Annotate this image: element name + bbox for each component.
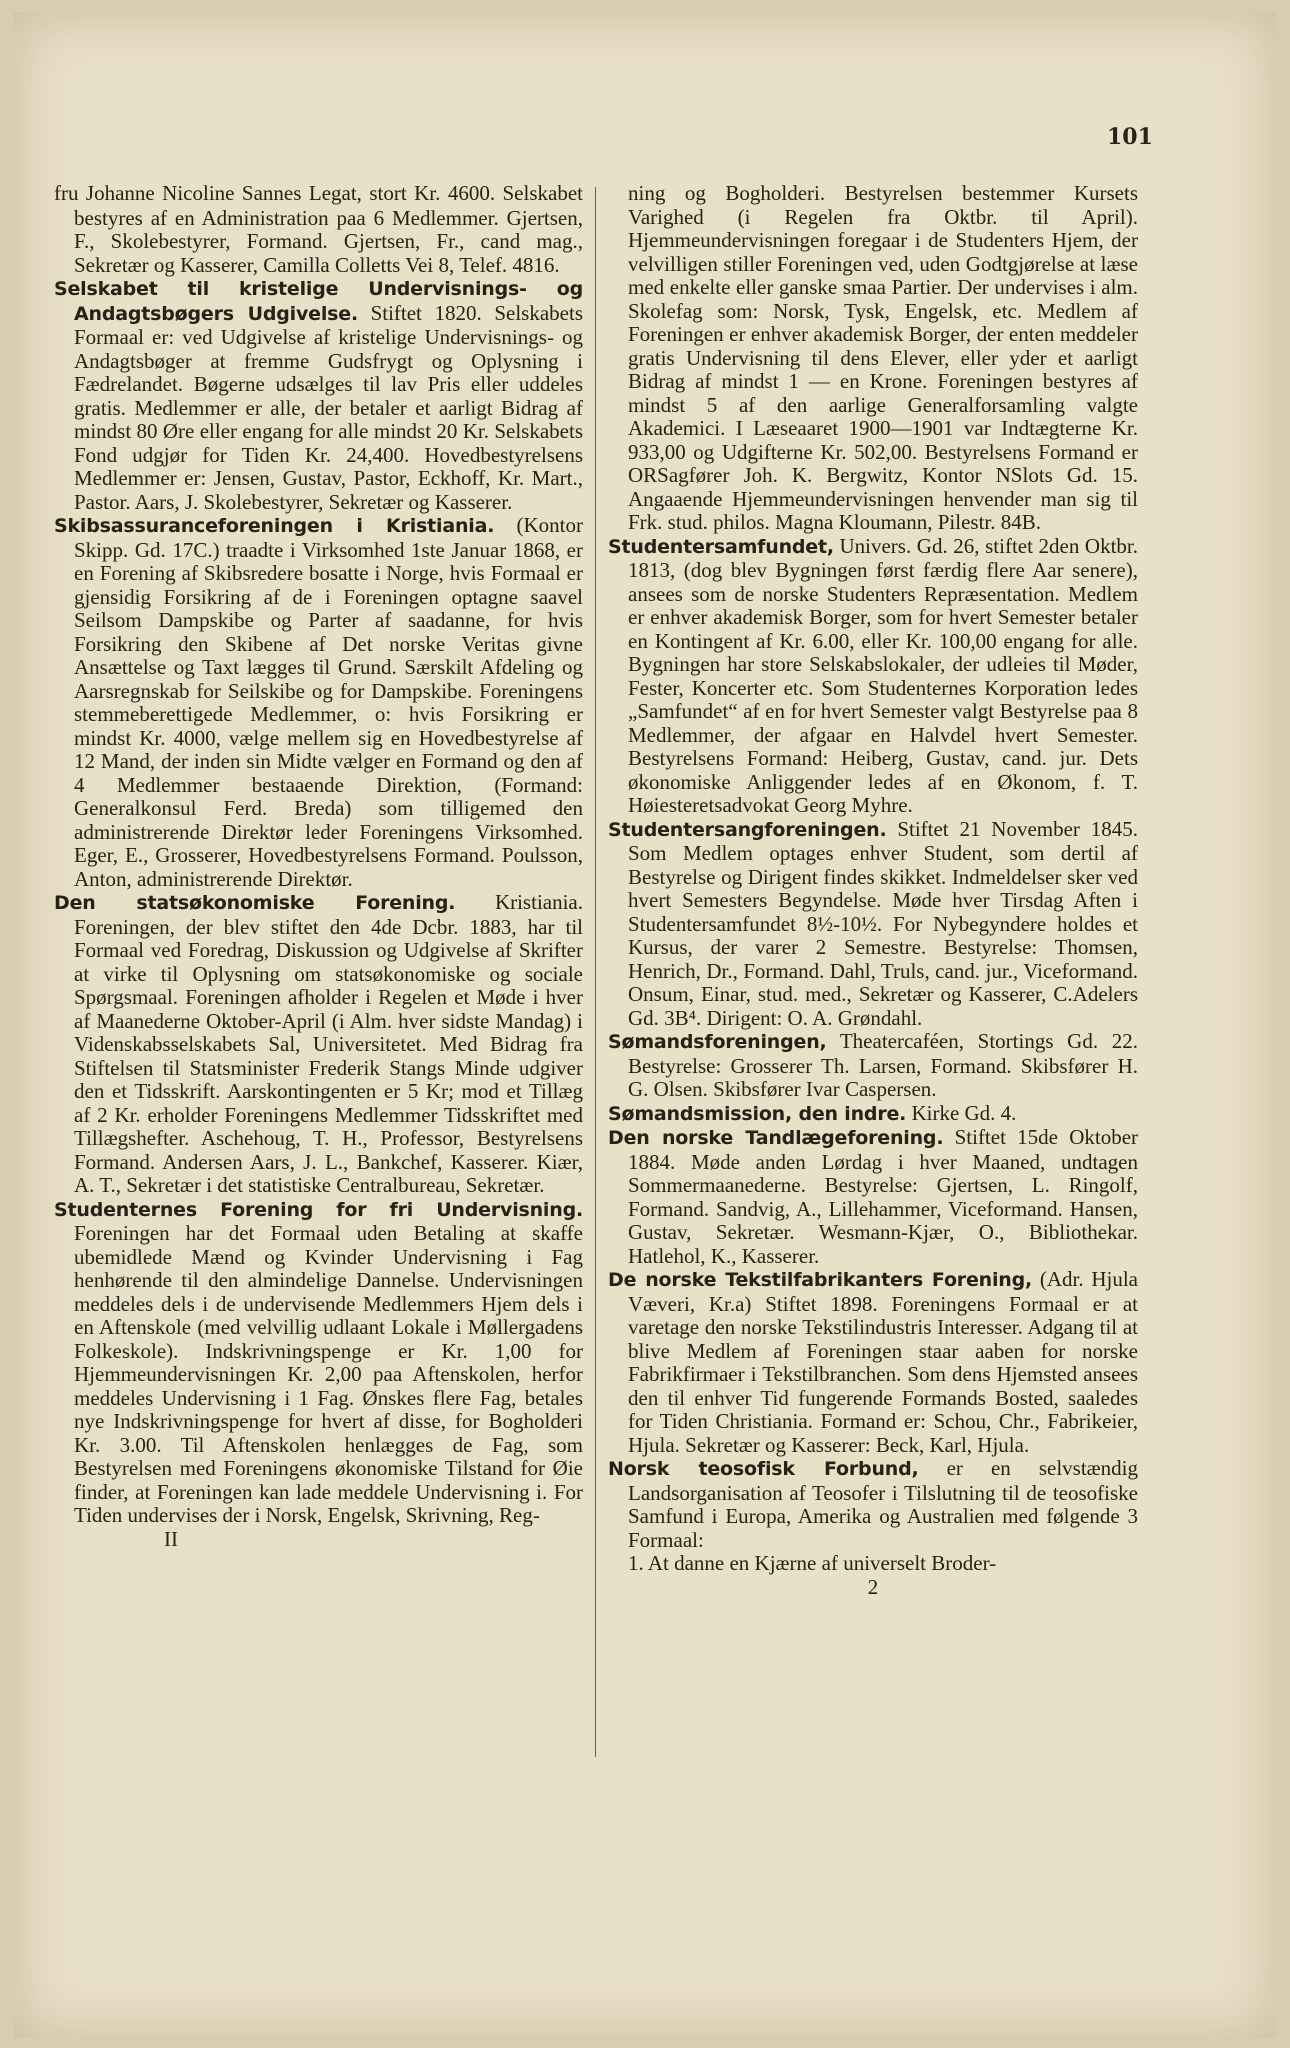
entry-continuation xyxy=(608,1552,1138,1576)
entry xyxy=(608,1268,1138,1457)
entry-heading: Norsk teosofisk Forbund, xyxy=(608,1458,919,1480)
signature-mark: 2 xyxy=(867,1574,879,1599)
page-number: 101 xyxy=(1107,124,1153,150)
entry xyxy=(608,1457,1138,1552)
entry xyxy=(54,277,583,514)
entry-text: Stiftet 21 November 1845. Som Medlem optages enhver Student, som dertil af Bestyrelse og Dirigent findes skikket. Indmeldelser sker ved hvert Semesters Begyndelse. Møde hver Tirsdag Aften i Studentersamfundet 8½-10½. For Nybegyndere holdes et Kursus, der varer 2 Semestre. Bestyrelse: Thomsen, Henrich, Dr., Formand. Dahl, Truls, cand. jur., Viceformand. Onsum, Einar, stud. med., Sekretær og Kasserer, C.Adelers Gd. 3B⁴. Dirigent: O. A. Grøndahl. xyxy=(628,816,1138,1030)
entry xyxy=(54,891,583,1198)
entry-text: Theatercaféen, Stortings Gd. 22. Bestyrelse: Grosserer Th. Larsen, Formand. Skibsfører H. G. Olsen. Skibsfører Ivar Caspersen. xyxy=(628,1029,1138,1101)
entry xyxy=(54,514,583,891)
entry-heading: Sømandsforeningen, xyxy=(608,1031,827,1053)
left-column xyxy=(54,182,583,2032)
entry-heading: Studenternes Forening for fri Undervisning. xyxy=(54,1198,583,1221)
entry-text: fru Johanne Nicoline Sannes Legat, stort Kr. 4600. Selskabet bestyres af en Administration paa 6 Medlemmer. Gjertsen, F., Skolebestyrer, Formand. Gjertsen, Fr., cand mag., Sekretær og Kasserer, Camilla Colletts Vei 8, Telef. 4816. xyxy=(54,182,583,277)
entry-continuation xyxy=(608,182,1138,535)
entry-heading: Studentersamfundet, xyxy=(608,535,834,558)
entry-heading: Sømandsmission, den indre. xyxy=(608,1102,907,1125)
right-column xyxy=(608,182,1138,2032)
entry-heading: Den statsøkonomiske Forening. xyxy=(54,892,456,914)
entry-text: 1. At danne en Kjærne af universelt Broder- xyxy=(628,1551,997,1575)
entry-text: er en selvstændig Landsorganisation af Teosofer i Tilslutning til de teosofiske Samfund i Europa, Amerika og Australien med følgende 3 Formaal: xyxy=(628,1456,1138,1552)
entry-text: ning og Bogholderi. Bestyrelsen bestemmer Kursets Varighed (i Regelen fra Oktbr. til April). Hjemmeundervisningen foregaar i de Studenters Hjem, der velvilligen stiller Foreningen ved, uden Godtgjørelse at læse med enkelte eller ganske smaa Partier. Der undervises i alm. Skolefag som: Norsk, Tysk, Engelsk, etc. Medlem af Foreningen er enhver akademisk Borger, der enten meddeler gratis Undervisning til dens Elever, eller yder et aarligt Bidrag af mindst 1 — en Krone. Foreningen bestyres af mindst 5 af den aarlige Generalforsamling valgte Akademici. I Læseaaret 1900—1901 var Indtægterne Kr. 933,00 og Udgifterne Kr. 502,00. Bestyrelsens Formand er ORSagfører Joh. K. Bergwitz, Kontor NSlots Gd. 15. Angaaende Hjemmeundervisningen henvender man sig til Frk. stud. philos. Magna Kloumann, Pilestr. 84B. xyxy=(628,182,1138,534)
entry-text: (Kontor Skipp. Gd. 17C.) traadte i Virksomhed 1ste Januar 1868, er en Forening af Skibsredere bosatte i Norge, hvis Formaal er gjensidig Forsikring af de i Foreningen optagne saavel Seilsom Dampskibe og Parter af saadanne, for hvis Forsikring den Skibene af Det norske Veritas givne Ansættelse og Taxt lægges til Grund. Særskilt Afdeling og Aarsregnskab for Seilskibe og for Dampskibe. Foreningens stemmeberettigede Medlemmer, o: hvis Forsikring er mindst Kr. 4000, vælge mellem sig en Hovedbestyrelse af 12 Mand, der inden sin Midte vælger en Formand og den af 4 Medlemmer bestaaende Direktion, (Formand: Generalkonsul Ferd. Breda) som tilligemed den administrerende Direktør leder Foreningens Virksomhed. Eger, E., Grosserer, Hovedbestyrelsens Formand. Poulsson, Anton, administrerende Direktør. xyxy=(74,513,583,891)
entry-text: Kirke Gd. 4. xyxy=(911,1100,1017,1125)
entry xyxy=(54,182,583,277)
entry-text: Foreningen har det Formaal uden Betaling at skaffe ubemidlede Mænd og Kvinder Undervisning i Fag henhørende til den almindelige Dannelse. Undervisningen meddeles dels i de undervisende Medlemmers Hjem dels i en Aftenskole (med velvillig udlaant Lokale i Møllergadens Folkeskole). Indskrivningspenge er Kr. 1,00 for Hjemmeundervisningen Kr. 2,00 paa Aftenskolen, herfor meddeles Undervisning i 1 Fag. Ønskes flere Fag, betales nye Indskrivningspenge for hvert af disse, for Bogholderi Kr. 3.00. Til Aftenskolen henlægges de Fag, som Bestyrelsen med Foreningens økonomiske Tilstand for Øie finder, at Foreningen kan lade meddele Undervisning i. For Tiden undervises der i Norsk, Engelsk, Skrivning, Reg- xyxy=(74,1221,583,1527)
entry-heading: De norske Tekstilfabrikanters Forening, xyxy=(608,1269,1033,1291)
entry xyxy=(608,535,1138,818)
entry-heading: Den norske Tandlægeforening. xyxy=(608,1127,944,1149)
entry-heading: Skibsassuranceforeningen i Kristiania. xyxy=(54,515,495,537)
entry-heading: Selskabet til kristelige Undervisnings- og Andagtsbøgers Udgivelse. xyxy=(54,278,583,325)
entry xyxy=(608,1102,1138,1127)
column-divider xyxy=(595,187,596,1757)
entry-text: Stiftet 1820. Selskabets Formaal er: ved Udgivelse af kristelige Undervisnings- og Andagtsbøger at fremme Gudsfrygt og Oplysning i Fædrelandet. Bøgerne udsælges til lav Pris eller uddeles gratis. Medlemmer er alle, der betaler et aarligt Bidrag af mindst 80 Øre eller engang for alle mindst 20 Kr. Selskabets Fond udgjør for Tiden Kr. 24,400. Hovedbestyrelsens Medlemmer er: Jensen, Gustav, Pastor, Eckhoff, Kr. Mart., Pastor. Aars, J. Skolebestyrer, Sekretær og Kasserer. xyxy=(74,300,583,514)
entry xyxy=(608,818,1138,1031)
entry xyxy=(54,1198,583,1528)
signature-mark: II xyxy=(164,1526,178,1551)
entry xyxy=(608,1030,1138,1102)
entry xyxy=(608,1126,1138,1268)
book-page xyxy=(14,12,1276,2038)
entry-text: (Adr. Hjula Væveri, Kr.a) Stiftet 1898. Foreningens Formaal er at varetage den norske Tekstilindustris Interesser. Adgang til at blive Medlem af Foreningen staar aaben for norske Fabrikfirmaer i Tekstilbranchen. Som dens Hjemsted ansees den til enhver Tid fungerende Formands Bosted, saaledes for Tiden Christiania. Formand er: Schou, Chr., Fabrikeier, Hjula. Sekretær og Kasserer: Beck, Karl, Hjula. xyxy=(628,1267,1138,1457)
entry-heading: Studentersangforeningen. xyxy=(608,818,887,841)
entry-text: Stiftet 15de Oktober 1884. Møde anden Lørdag i hver Maaned, undtagen Sommermaanederne. Bestyrelse: Gjertsen, L. Ringolf, Formand. Sandvig, A., Lillehammer, Viceformand. Hansen, Gustav, Sekretær. Wesmann-Kjær, O., Bibliothekar. Hatlehol, K., Kasserer. xyxy=(628,1125,1138,1268)
entry-text: Kristiania. Foreningen, der blev stiftet den 4de Dcbr. 1883, har til Formaal ved Foredrag, Diskussion og Udgivelse af Skrifter at virke til Oplysning om statsøkonomiske og sociale Spørgsmaal. Foreningen afholder i Regelen et Møde i hver af Maanederne Oktober-April (i Alm. hver sidste Mandag) i Videnskabsselskabets Sal, Universitetet. Med Bidrag fra Stiftelsen til Statsminister Frederik Stangs Minde udgiver den et Tidsskrift. Aarskontingenten er 5 Kr; mod et Tillæg af 2 Kr. erholder Foreningens Medlemmer Tidsskriftet med Tillægshefter. Aschehoug, T. H., Professor, Bestyrelsens Formand. Andersen Aars, J. L., Bankchef, Kasserer. Kiær, A. T., Sekretær i det statistiske Centralbureau, Sekretær. xyxy=(74,890,583,1197)
entry-text: Univers. Gd. 26, stiftet 2den Oktbr. 1813, (dog blev Bygningen først færdig flere Aar senere), ansees som de norske Studenters Repræsentation. Medlem er enhver akademisk Borger, som for hvert Semester betaler en Kontingent af Kr. 6.00, eller Kr. 100,00 engang for alle. Bygningen har store Selskabslokaler, der udleies til Møder, Fester, Koncerter etc. Som Studenternes Korporation ledes „Samfundet“ af en for hvert Semester valgt Bestyrelse paa 8 Medlemmer, der afgaar en Halvdel hvert Semester. Bestyrelsens Formand: Heiberg, Gustav, cand. jur. Dets økonomiske Anliggender ledes af en Økonom, f. T. Høiesteretsadvokat Georg Myhre. xyxy=(628,533,1138,817)
